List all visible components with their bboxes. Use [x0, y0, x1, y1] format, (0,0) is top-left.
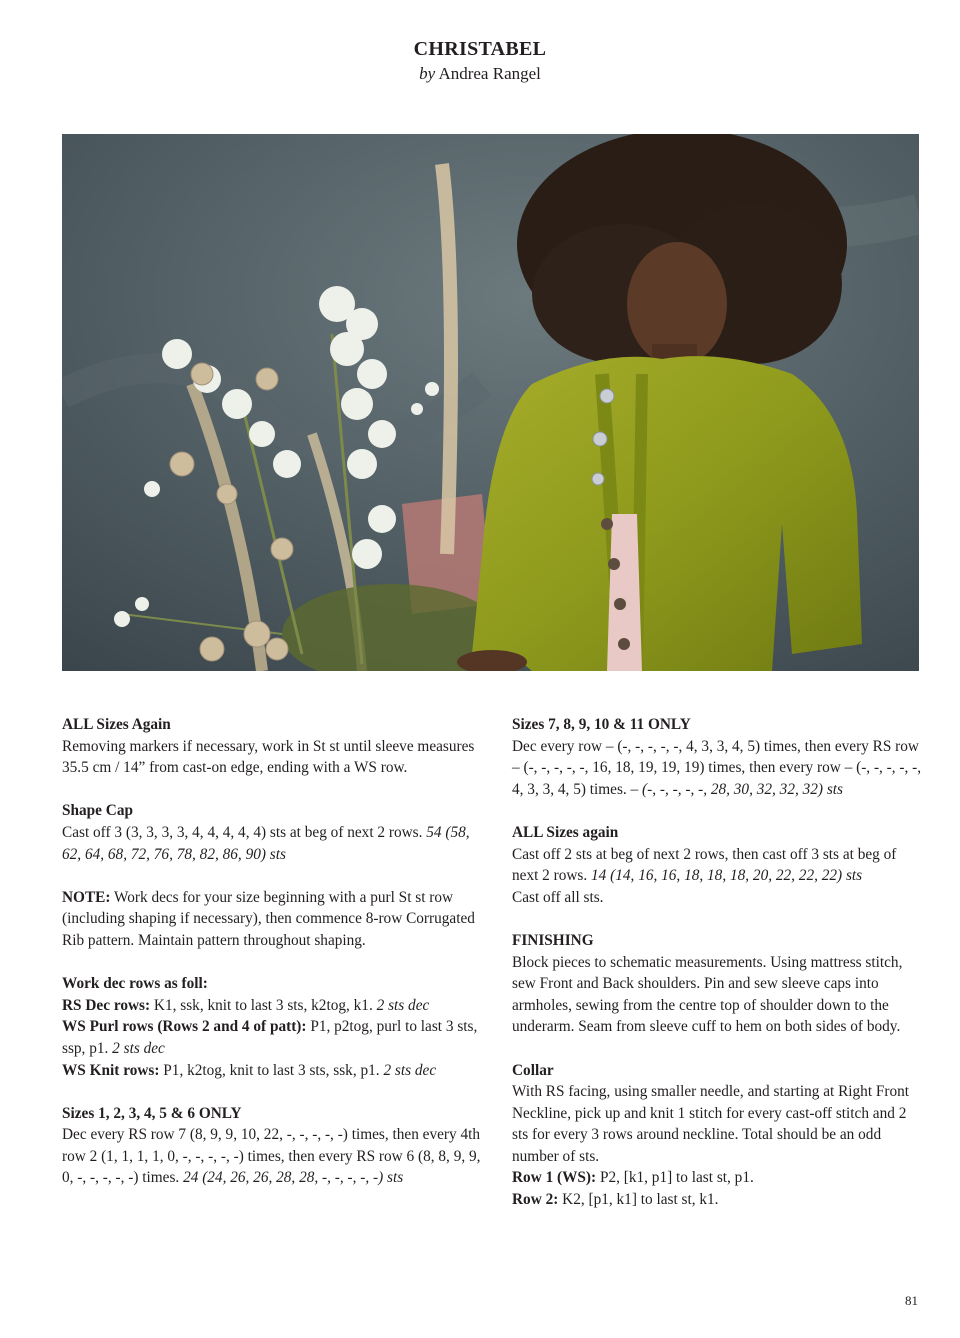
instruction-text: Dec every RS row 7 (8, 9, 9, 10, 22, -, -, -, -, -) times, then every 4th row 2 (1, 1, 1, 1, 0, -, -, -, -, -) times, then every RS row 6 (8, 8, 9, 9, 0, -, -, -, -, -) times.: [62, 1126, 481, 1187]
row-text: K1, ssk, knit to last 3 sts, k2tog, k1.: [153, 996, 373, 1014]
cast-off-line: Cast off all sts.: [512, 888, 604, 906]
row-label: Row 2:: [512, 1191, 559, 1209]
page-number: 81: [905, 1293, 918, 1308]
row-label: RS Dec rows:: [62, 996, 151, 1014]
pattern-title: CHRISTABEL: [413, 38, 547, 60]
note-label: NOTE:: [62, 888, 111, 906]
section-heading: Sizes 1, 2, 3, 4, 5 & 6 ONLY: [62, 1104, 242, 1122]
section-body: [62, 822, 482, 865]
section-sizes-1-6: [62, 1103, 482, 1189]
byline-by: by: [419, 64, 436, 83]
photo-model-green-cardigan-with-flowers-icon: [62, 134, 919, 671]
page-header: [0, 36, 960, 86]
row-text: P2, [k1, p1] to last st, p1.: [599, 1169, 754, 1187]
row-label: WS Knit rows:: [62, 1061, 160, 1079]
instruction-text: Cast off 3 (3, 3, 3, 3, 4, 4, 4, 4, 4) sts at beg of next 2 rows.: [62, 823, 423, 841]
section-collar: [512, 1060, 922, 1211]
rs-dec-row: [62, 995, 482, 1017]
stitch-count: 2 sts dec: [376, 996, 430, 1014]
stitch-count: 2 sts dec: [383, 1061, 437, 1079]
note-text: Work decs for your size beginning with a purl St st row (including shaping if necessary), then commence 8-row Corrugated Rib pattern. Maintain pattern throughout shaping.: [62, 888, 475, 949]
section-heading: Shape Cap: [62, 802, 133, 820]
section-body: Removing markers if necessary, work in St st until sleeve measures 35.5 cm / 14” from cast-on edge, ending with a WS row.: [62, 737, 475, 777]
row-text: P1, p2tog, purl to last 3 sts, ssp, p1.: [62, 1018, 478, 1057]
row-text: P1, k2tog, knit to last 3 sts, ssk, p1.: [163, 1061, 380, 1079]
section-note: [62, 887, 482, 952]
section-body: [62, 887, 482, 952]
right-column: [512, 714, 922, 1232]
row-label: WS Purl rows (Rows 2 and 4 of patt):: [62, 1018, 307, 1036]
ws-purl-row: [62, 1016, 482, 1059]
section-heading: Collar: [512, 1061, 554, 1079]
byline: [0, 62, 960, 86]
section-heading: ALL Sizes again: [512, 823, 619, 841]
stitch-count: 24 (24, 26, 26, 28, 28, -, -, -, -, -) sts: [183, 1169, 404, 1187]
section-shape-cap: [62, 800, 482, 865]
section-work-dec-rows: [62, 973, 482, 1081]
ws-knit-row: [62, 1060, 482, 1082]
author-name: Andrea Rangel: [438, 64, 541, 83]
instruction-text: Cast off 2 sts at beg of next 2 rows, then cast off 3 sts at beg of next 2 rows.: [512, 845, 897, 885]
section-all-sizes-again-2: [512, 822, 922, 908]
stitch-count: (-, -, -, -, -, 28, 30, 32, 32, 32) sts: [642, 780, 843, 798]
section-body: Block pieces to schematic measurements. Using mattress stitch, sew Front and Back shoulders. Pin and sew sleeve caps into armholes, sewing from the centre top of shoulder down to the underarm. Seam from sleeve cuff to hem on both sides of body.: [512, 953, 903, 1036]
section-body: [512, 736, 922, 801]
stitch-count: 54 (58, 62, 64, 68, 72, 76, 78, 82, 86, 90) sts: [62, 823, 470, 863]
row-label: Row 1 (WS):: [512, 1169, 597, 1187]
hero-photo: [62, 134, 919, 671]
section-body: [62, 1124, 482, 1189]
left-column: [62, 714, 482, 1211]
section-finishing: [512, 930, 922, 1038]
section-body: With RS facing, using smaller needle, and starting at Right Front Neckline, pick up and knit 1 stitch for every cast-off stitch and 2 sts for every 3 rows around neckline. Total should be an odd number of sts.: [512, 1083, 910, 1165]
section-heading: ALL Sizes Again: [62, 716, 171, 733]
section-body: [512, 844, 922, 887]
collar-row-2: [512, 1189, 922, 1211]
row-text: K2, [p1, k1] to last st, k1.: [562, 1191, 719, 1209]
section-heading: Work dec rows as foll:: [62, 975, 208, 993]
section-all-sizes-again: [62, 714, 482, 779]
section-heading: Sizes 7, 8, 9, 10 & 11 ONLY: [512, 716, 691, 733]
collar-row-1: [512, 1167, 922, 1189]
stitch-count: 2 sts dec: [112, 1039, 165, 1057]
section-sizes-7-11: [512, 714, 922, 800]
instruction-text: Dec every row – (-, -, -, -, -, 4, 3, 3, 4, 5) times, then every RS row – (-, -, -, -, -, 16, 18, 19, 19, 19) times, then every row – (-, -, -, -, -, 4, 3, 3, 4, 5) times. –: [512, 737, 922, 798]
stitch-count: 14 (14, 16, 16, 18, 18, 18, 20, 22, 22, 22) sts: [591, 867, 863, 885]
section-heading: FINISHING: [512, 931, 594, 949]
